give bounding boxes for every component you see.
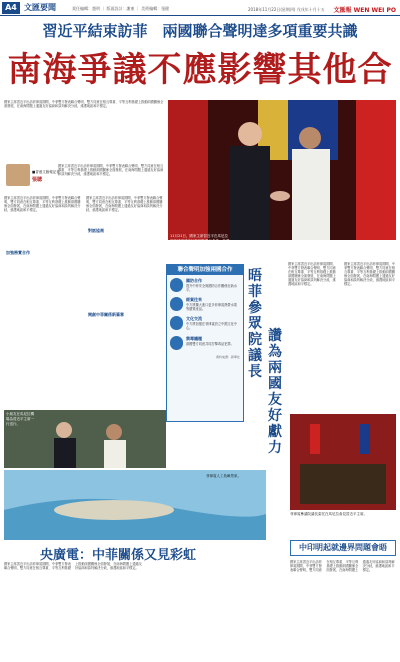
kicker-headline: 習近平結束訪菲 兩國聯合聲明達多項重要共識	[42, 22, 358, 40]
vertical-head-praise: 讚為兩國友好獻力	[268, 328, 282, 456]
senate-photo	[290, 414, 396, 510]
brand-logo: 文匯報 WEN WEI PO	[333, 7, 396, 14]
joint-box-title: 聯合聲明加強兩國合作	[167, 265, 243, 275]
senate-caption: 菲律賓參議院議長索托在馬尼拉會見習近平主席。	[290, 512, 367, 516]
list-item: 經貿往來 中方將擴大進口更多菲律賓熱帶水果等優質產品。	[170, 297, 240, 311]
bottom-article: 國家主席習近平出訪菲律賓期間，中菲雙方發表聯合聲明，雙方同意在相互尊重、平等互利基礎上推動兩國關係全面發展，在南海問題上通過友好協商和談判解決分歧，維護地區和平穩定。	[4, 562, 142, 571]
vertical-head-meet: 晤菲參眾院議長	[248, 268, 262, 380]
body-col-1: 國家主席習近平出訪菲律賓期間，中菲雙方發表聯合聲明，雙方同意在相互尊重、平等互利基礎上推動兩國關係全面發展，在南海問題上通過友好協商和談判解決分歧，維護地區和平穩定。	[4, 196, 81, 213]
main-headline: 南海爭議不應影響其他合	[7, 50, 393, 90]
list-item: 文化交流 中方將加強在菲律賓設立中國文化中心。	[170, 316, 240, 330]
anti-drug-icon	[170, 336, 183, 350]
author-name: 張聰	[32, 177, 43, 183]
body-col-right-2: 國家主席習近平出訪菲律賓期間，中菲雙方發表聯合聲明，雙方同意在相互尊重、平等互利基礎上推動兩國關係全面發展，在南海問題上通過友好協商和談判解決分歧，維護地區和平穩定。	[344, 262, 395, 287]
section-title: 文匯要聞	[24, 3, 56, 12]
sidebar-article: 國家主席習近平出訪菲律賓期間，中菲雙方發表聯合聲明，雙方同意在相互尊重、平等互利基礎上推動兩國關係全面發展，在南海問題上通過友好協商和談判解決分歧，維護地區和平穩定。	[290, 560, 395, 573]
joint-statement-box	[166, 264, 244, 422]
bottom-headline: 央廣電：中菲關係又見彩虹	[40, 548, 197, 563]
subhead-cooperation: 加強務實合作	[6, 250, 30, 255]
subhead-dialogue: 對話協商	[88, 228, 104, 233]
author-photo	[6, 164, 30, 186]
body-col-2: 國家主席習近平出訪菲律賓期間，中菲雙方發表聯合聲明，雙方同意在相互尊重、平等互利基礎上推動兩國關係全面發展，在南海問題上通過友好協商和談判解決分歧，維護地區和平穩定。	[86, 196, 163, 213]
list-item: 禁毒議題 兩國雙方同意共同打擊毒品犯罪。	[170, 336, 240, 350]
editors-line: 責任編輯：趙明 ｜ 版面設計：謝東 ｜ 美術編輯：張健	[72, 6, 170, 11]
page-number: A4	[2, 2, 20, 14]
subhead-new-chapter: 開創中菲關係新篇章	[88, 312, 124, 317]
sidebar-headline: 中印明起就邊界問題會晤	[290, 540, 396, 556]
joint-box-source: 資料來源：新華社	[215, 354, 240, 359]
island-caption: 菲律賓人工島嶼景象。	[206, 474, 241, 478]
lead-photo-caption: 11月21日，國家主席習近平在馬尼拉同菲律賓總統杜特爾特舉行會談。新華社	[170, 234, 230, 248]
lead-photo	[168, 100, 396, 240]
culture-icon	[170, 316, 183, 330]
intro-text-2: 國家主席習近平出訪菲律賓期間，中菲雙方發表聯合聲明，雙方同意在相互尊重、平等互利基礎上推動兩國關係全面發展，在南海問題上通過友好協商和談判解決分歧，維護地區和平穩定。	[58, 164, 164, 177]
trade-icon	[170, 297, 183, 311]
list-item: 國防合作 提升中菲安全與國防合作關係至新水平。	[170, 278, 240, 292]
body-col-right-1: 國家主席習近平出訪菲律賓期間，中菲雙方發表聯合聲明，雙方同意在相互尊重、平等互利基礎上推動兩國關係全面發展，在南海問題上通過友好協商和談判解決分歧，維護地區和平穩定。	[288, 262, 336, 287]
farewell-caption: 小朋友在馬尼拉機場為習近平主席一行送行。	[6, 412, 34, 426]
island-photo	[4, 470, 266, 540]
intro-text: 國家主席習近平出訪菲律賓期間，中菲雙方發表聯合聲明，雙方同意在相互尊重、平等互利基礎上推動兩國關係全面發展，在南海問題上通過友好協商和談判解決分歧，維護地區和平穩定。	[4, 100, 164, 109]
author-label: ■香港文匯報記者	[32, 170, 60, 174]
date-line: 2018年11月22日(星期四) 戊戌年十月十五	[248, 7, 325, 12]
defense-icon	[170, 278, 183, 292]
